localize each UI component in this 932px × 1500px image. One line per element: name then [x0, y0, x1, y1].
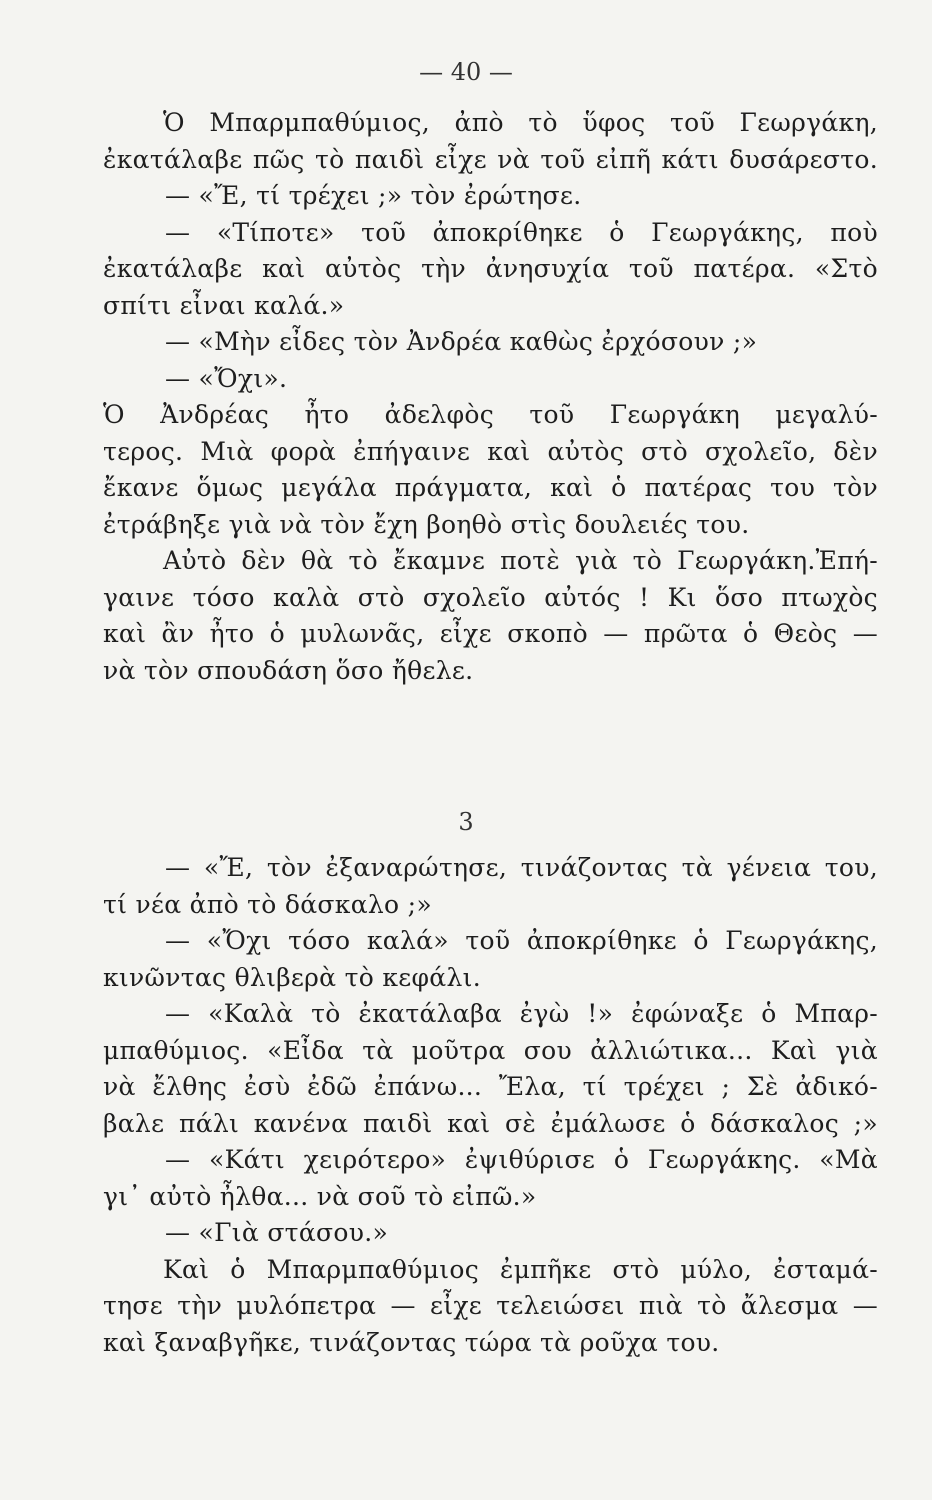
text-line: — «Μὴν εἶδες τὸν Ἀνδρέα καθὼς ἐρχόσουν ;» [165, 327, 758, 356]
text-line: γι᾽ αὐτὸ ἦλθα... νὰ σοῦ τὸ εἰπῶ.» [103, 1181, 537, 1211]
text-line: — «Ἔ, τί τρέχει ;» τὸν ἐρώτησε. [165, 181, 582, 210]
text-line: κινῶντας θλιβερὰ τὸ κεφάλι. [103, 962, 481, 992]
text-line: — «Ὄχι τόσο καλά» τοῦ ἀποκρίθηκε ὁ Γεωργάκης, [165, 926, 878, 955]
text-block-bottom [103, 850, 878, 1361]
text-line: Αὐτὸ δὲν θὰ τὸ ἔκαμνε ποτὲ γιὰ τὸ Γεωργάκη.Ἐπή- [163, 546, 878, 575]
text-line: Ὁ Ἀνδρέας ἦτο ἀδελφὸς τοῦ Γεωργάκη μεγαλύ- [103, 400, 878, 429]
text-line: — «Ἔ, τὸν ἐξαναρώτησε, τινάζοντας τὰ γένεια του, [165, 853, 878, 882]
text-line: — «Καλὰ τὸ ἐκατάλαβα ἐγὼ !» ἐφώναξε ὁ Μπαρ- [165, 999, 878, 1028]
text-line: ἐκατάλαβε καὶ αὐτὸς τὴν ἀνησυχία τοῦ πατέρα. «Στὸ [103, 254, 878, 283]
text-line: Ὁ Μπαρμπαθύμιος, ἀπὸ τὸ ὕφος τοῦ Γεωργάκη, [163, 108, 878, 137]
text-block-top [103, 105, 878, 689]
text-line: τί νέα ἀπὸ τὸ δάσκαλο ;» [103, 889, 432, 919]
text-line: νὰ ἔλθης ἐσὺ ἐδῶ ἐπάνω... Ἔλα, τί τρέχει ; Σὲ ἀδικό- [103, 1072, 878, 1101]
text-line: — «Γιὰ στάσου.» [165, 1218, 389, 1247]
text-line: ἔκανε ὅμως μεγάλα πράγματα, καὶ ὁ πατέρας του τὸν [103, 473, 878, 502]
text-line: Καὶ ὁ Μπαρμπαθύμιος ἐμπῆκε στὸ μύλο, ἐσταμά- [163, 1254, 878, 1284]
section-number: 3 [458, 808, 474, 836]
text-line: τησε τὴν μυλόπετρα — εἶχε τελειώσει πιὰ τὸ ἄλεσμα — [103, 1291, 878, 1320]
text-line: καὶ ἂν ἦτο ὁ μυλωνᾶς, εἶχε σκοπὸ — πρῶτα ὁ Θεὸς — [103, 619, 878, 648]
text-line: ἐκατάλαβε πῶς τὸ παιδὶ εἶχε νὰ τοῦ εἰπῆ κάτι δυσάρεστο. [103, 144, 878, 174]
text-line: νὰ τὸν σπουδάση ὅσο ἤθελε. [103, 655, 474, 685]
text-line: καὶ ξαναβγῆκε, τινάζοντας τώρα τὰ ροῦχα του. [103, 1327, 720, 1357]
text-line: βαλε πάλι κανένα παιδὶ καὶ σὲ ἐμάλωσε ὁ δάσκαλος ;» [103, 1108, 878, 1138]
text-line: σπίτι εἶναι καλά.» [103, 290, 345, 320]
text-line: ἐτράβηξε γιὰ νὰ τὸν ἔχη βοηθὸ στὶς δουλειές του. [103, 509, 750, 539]
page-number: — 40 — [419, 58, 513, 86]
text-line: μπαθύμιος. «Εἶδα τὰ μοῦτρα σου ἀλλιώτικα... Καὶ γιὰ [103, 1035, 878, 1065]
text-line: — «Ὄχι». [165, 363, 288, 393]
text-line: τερος. Μιὰ φορὰ ἐπήγαινε καὶ αὐτὸς στὸ σχολεῖο, δὲν [103, 436, 878, 466]
text-line: — «Κάτι χειρότερο» ἐψιθύρισε ὁ Γεωργάκης. «Μὰ [165, 1145, 878, 1174]
text-line: γαινε τόσο καλὰ στὸ σχολεῖο αὐτός ! Κι ὅσο πτωχὸς [103, 582, 878, 612]
text-line: — «Τίποτε» τοῦ ἀποκρίθηκε ὁ Γεωργάκης, ποὺ [165, 217, 878, 247]
